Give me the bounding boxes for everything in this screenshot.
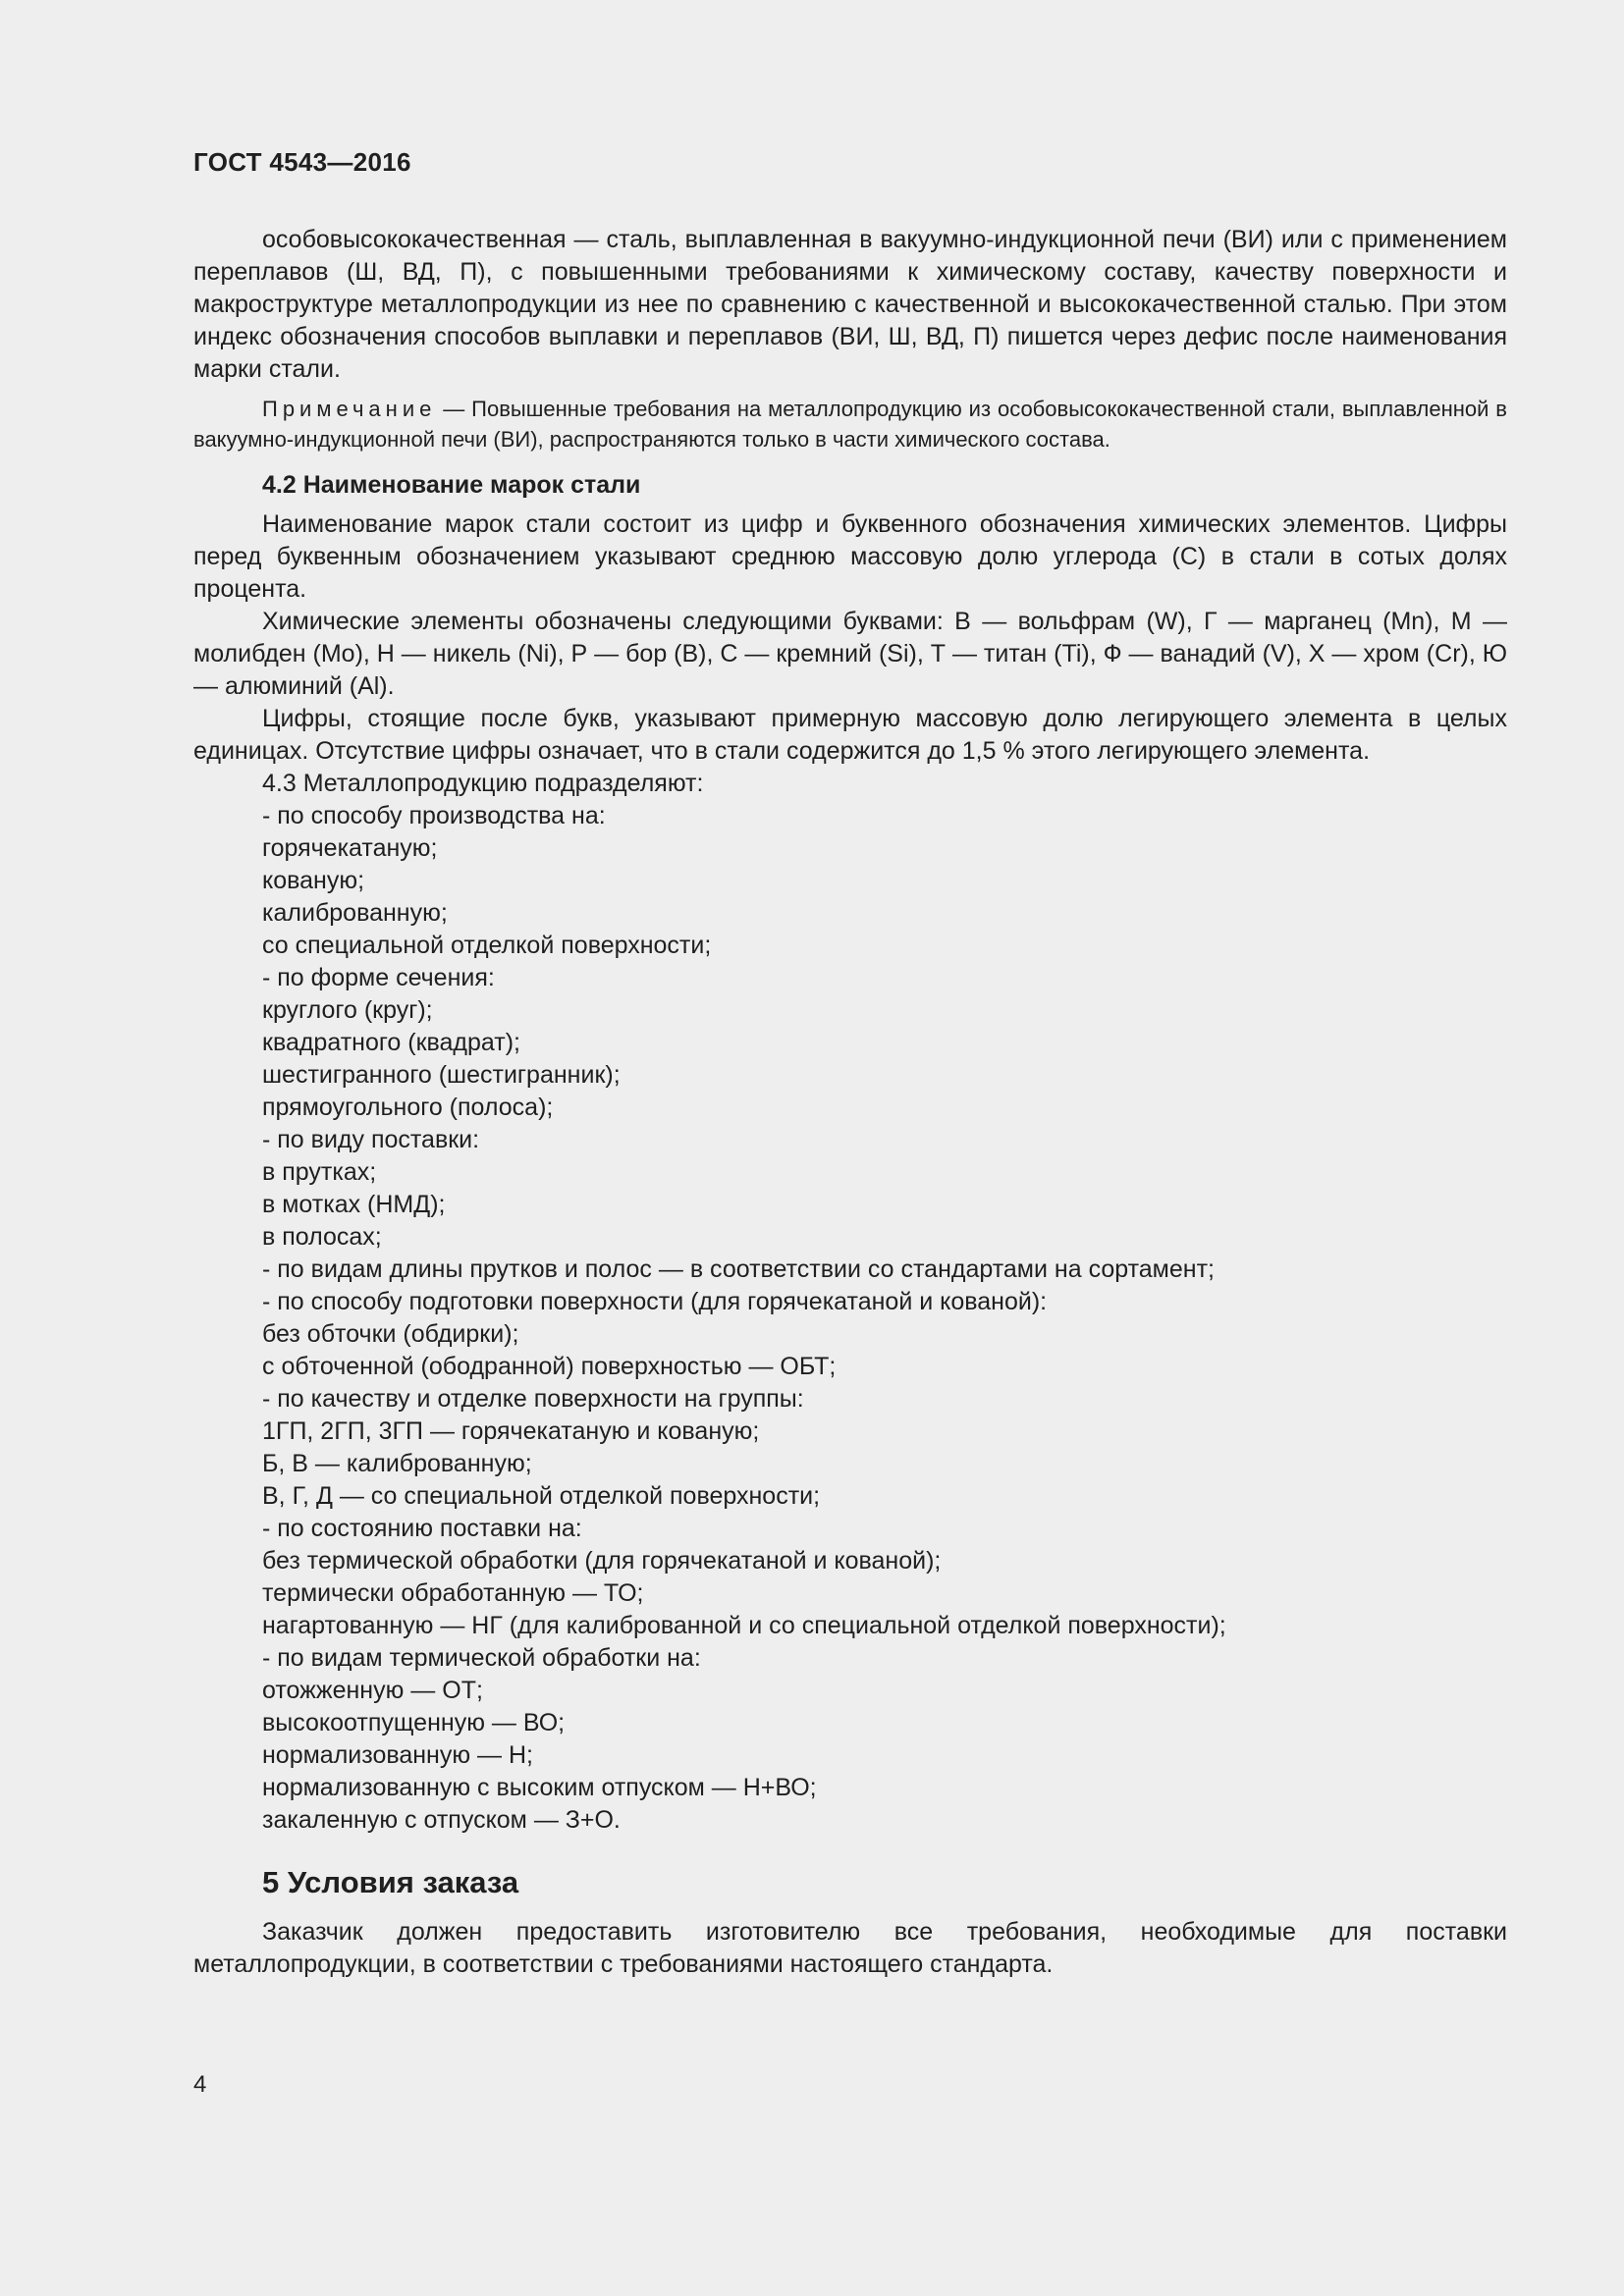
list-item: в полосах; (262, 1223, 382, 1251)
document-header: ГОСТ 4543—2016 (193, 147, 411, 177)
list-item: круглого (круг); (262, 996, 433, 1024)
list-item: 4.3 Металлопродукцию подразделяют: (262, 770, 704, 797)
section-4-2-paragraph-2: Химические элементы обозначены следующими буквами: В — вольфрам (W), Г — марганец (Mn), М — молибден (Mo), Н — никель (Ni), Р — бор (В), С — кремний (Si), Т — титан (Ti), Ф — ванадий (V), Х — хром (Cr), Ю — алюминий (Al). (193, 608, 1507, 700)
list-item: - по способу производства на: (262, 802, 606, 829)
list-item: - по способу подготовки поверхности (для горячекатаной и кованой): (262, 1288, 1048, 1315)
list-item: кованую; (262, 867, 365, 894)
list-item: в прутках; (262, 1158, 377, 1186)
list-item: термически обработанную — ТО; (262, 1579, 644, 1607)
note-label: Примечание (262, 397, 437, 421)
list-item: высокоотпущенную — ВО; (262, 1709, 566, 1736)
page-number: 4 (193, 2071, 207, 2098)
list-item: - по форме сечения: (262, 964, 495, 991)
list-item: В, Г, Д — со специальной отделкой поверхности; (262, 1482, 821, 1510)
list-item: - по видам термической обработки на: (262, 1644, 701, 1672)
paragraph-steel-definition: особовысококачественная — сталь, выплавленная в вакуумно-индукционной печи (ВИ) или с применением переплавов (Ш, ВД, П), с повышенными требованиями к химическому составу, качеству поверхности и макроструктуре металлопродукции из нее по сравнению с качественной и высококачественной сталью. При этом индекс обозначения способов выплавки и переплавов (ВИ, Ш, ВД, П) пишется через дефис после наименования марки стали. (193, 226, 1507, 383)
section-4-2-paragraph-3: Цифры, стоящие после букв, указывают примерную массовую долю легирующего элемента в целых единицах. Отсутствие цифры означает, что в стали содержится до 1,5 % этого легирующего элемента. (193, 705, 1507, 765)
list-item: 1ГП, 2ГП, 3ГП — горячекатаную и кованую; (262, 1417, 760, 1445)
list-item: - по виду поставки: (262, 1126, 480, 1153)
list-item: без термической обработки (для горячекатаной и кованой); (262, 1547, 942, 1575)
list-item: калиброванную; (262, 899, 448, 927)
list-item: без обточки (обдирки); (262, 1320, 519, 1348)
list-item: - по видам длины прутков и полос — в соответствии со стандартами на сортамент; (262, 1255, 1215, 1283)
list-item: отожженную — ОТ; (262, 1677, 483, 1704)
list-item: нормализованную с высоким отпуском — Н+ВО; (262, 1774, 817, 1801)
list-item: прямоугольного (полоса); (262, 1094, 554, 1121)
list-item: квадратного (квадрат); (262, 1029, 521, 1056)
list-item: со специальной отделкой поверхности; (262, 932, 712, 959)
list-item: с обточенной (ободранной) поверхностью — ОБТ; (262, 1353, 837, 1380)
section-5-paragraph-1: Заказчик должен предоставить изготовителю все требования, необходимые для поставки металлопродукции, в соответствии с требованиями настоящего стандарта. (193, 1918, 1507, 1978)
section-4-2-title: 4.2 Наименование марок стали (262, 471, 641, 499)
note (193, 394, 1507, 454)
list-item: нормализованную — Н; (262, 1741, 534, 1769)
list-item: горячекатаную; (262, 834, 438, 862)
list-item: шестигранного (шестигранник); (262, 1061, 621, 1089)
list-item: Б, В — калиброванную; (262, 1450, 532, 1477)
list-item: закаленную с отпуском — З+О. (262, 1806, 621, 1834)
section-4-2-paragraph-1: Наименование марок стали состоит из цифр и буквенного обозначения химических элементов. Цифры перед буквенным обозначением указывают среднюю массовую долю углерода (С) в стали в сотых долях процента. (193, 510, 1507, 603)
list-item: в мотках (НМД); (262, 1191, 446, 1218)
section-4-3-list (193, 768, 1507, 1837)
document-body (193, 224, 1507, 1981)
list-item: - по качеству и отделке поверхности на группы: (262, 1385, 804, 1413)
list-item: - по состоянию поставки на: (262, 1515, 582, 1542)
list-item: нагартованную — НГ (для калиброванной и со специальной отделкой поверхности); (262, 1612, 1226, 1639)
note-text: — Повышенные требования на металлопродукцию из особовысококачественной стали, выплавленной в вакуумно-индукционной печи (ВИ), распространяются только в части химического состава. (193, 397, 1507, 452)
section-5-title: 5 Условия заказа (262, 1865, 519, 1899)
